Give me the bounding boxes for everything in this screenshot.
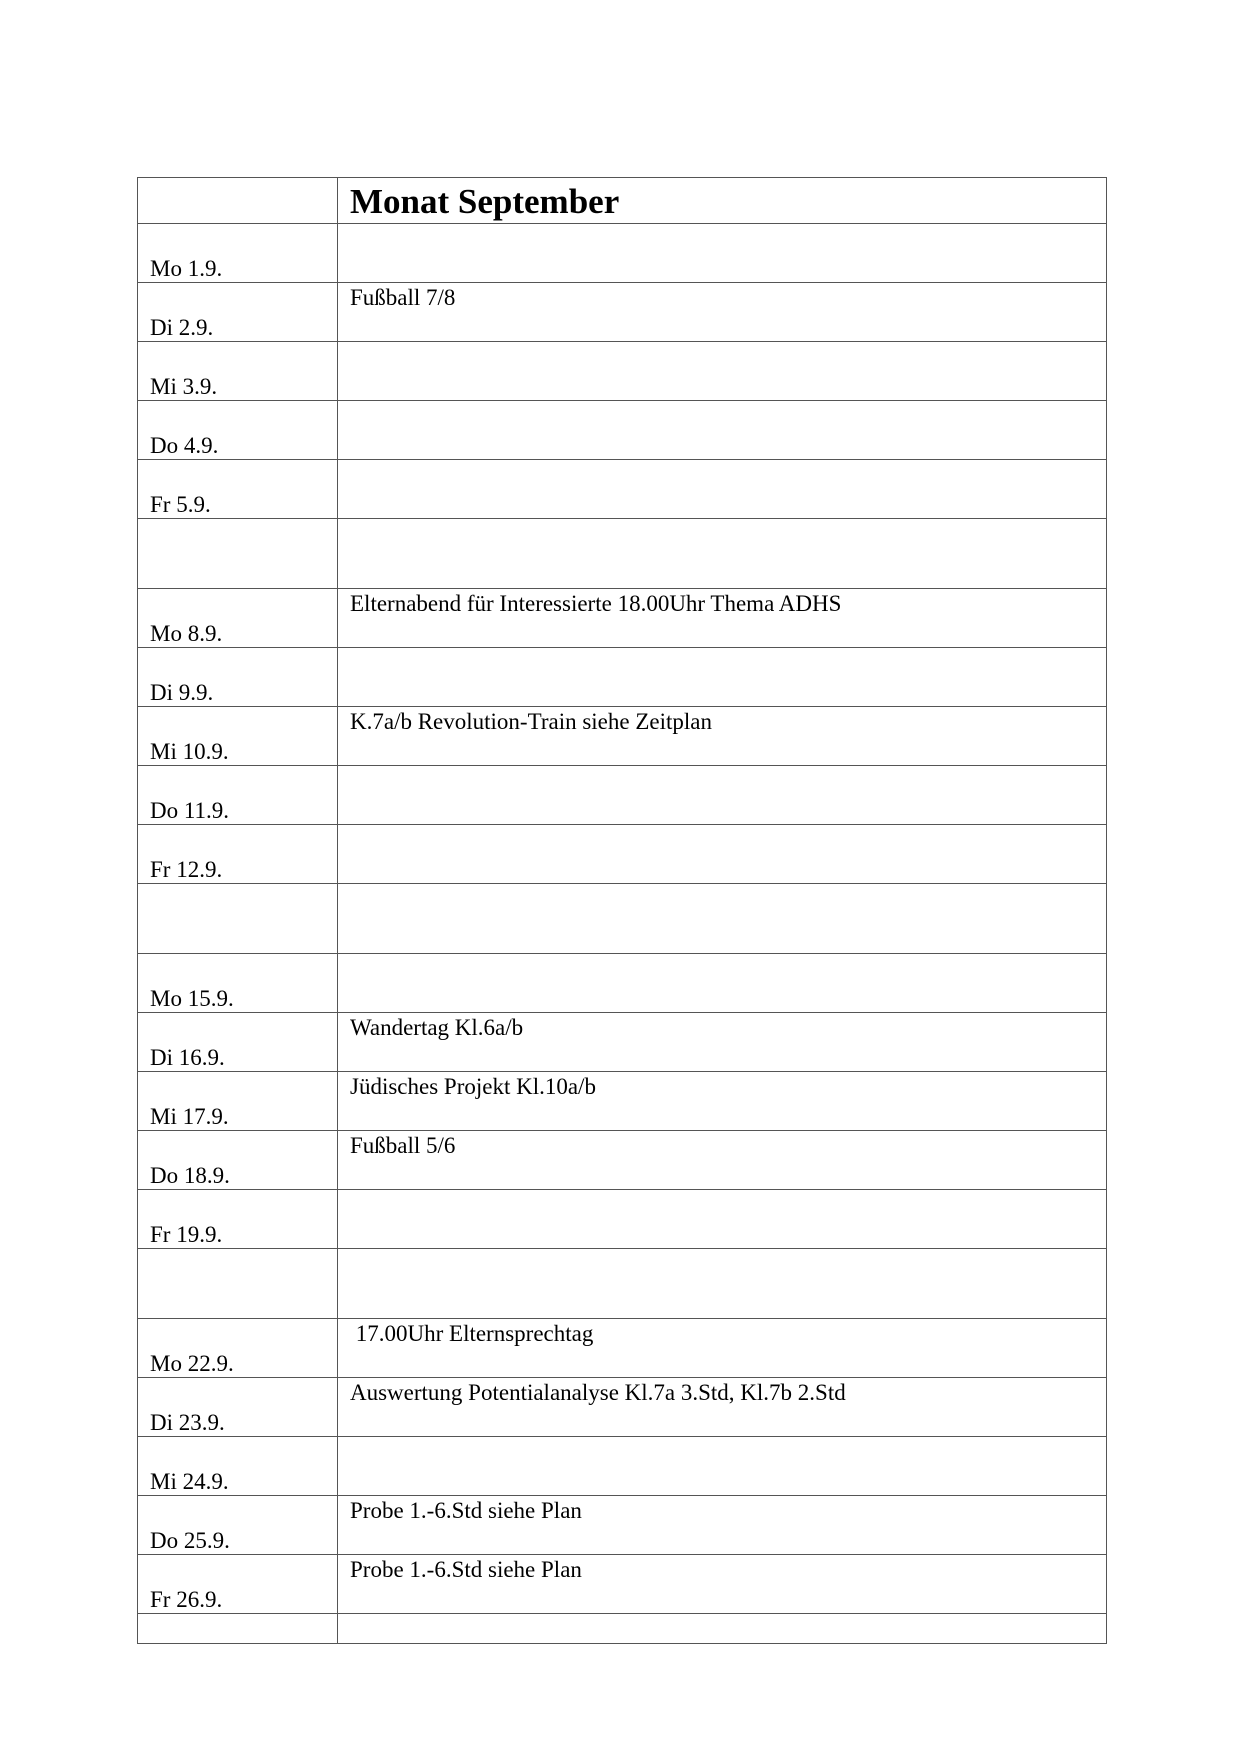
day-cell (138, 342, 338, 401)
table-row (138, 1319, 1107, 1378)
day-label: Mo 8.9. (150, 621, 223, 646)
day-label: Mo 15.9. (150, 986, 234, 1011)
event-text: Probe 1.-6.Std siehe Plan (350, 1498, 582, 1523)
day-label: Do 25.9. (150, 1528, 230, 1553)
table-row (138, 954, 1107, 1013)
day-cell (138, 1555, 338, 1614)
event-cell (338, 1555, 1107, 1614)
event-cell (338, 707, 1107, 766)
table-row (138, 589, 1107, 648)
day-cell (138, 1013, 338, 1072)
day-cell (138, 648, 338, 707)
event-cell (338, 1496, 1107, 1555)
table-row (138, 766, 1107, 825)
table-row (138, 401, 1107, 460)
day-label: Fr 12.9. (150, 857, 223, 882)
day-cell (138, 1190, 338, 1249)
table-row (138, 648, 1107, 707)
table-row (138, 707, 1107, 766)
table-row (138, 1496, 1107, 1555)
header-title-cell (338, 178, 1107, 224)
day-cell (138, 954, 338, 1013)
event-cell (338, 1190, 1107, 1249)
table-row (138, 1437, 1107, 1496)
event-cell (338, 1437, 1107, 1496)
event-text: Auswertung Potentialanalyse Kl.7a 3.Std, Kl.7b 2.Std (350, 1380, 846, 1405)
event-cell (338, 460, 1107, 519)
day-label: Do 4.9. (150, 433, 219, 458)
table-row (138, 825, 1107, 884)
event-text: Jüdisches Projekt Kl.10a/b (350, 1074, 596, 1099)
table-row (138, 224, 1107, 283)
header-row (138, 178, 1107, 224)
week-separator-row (138, 1249, 1107, 1319)
calendar-body (138, 178, 1107, 1644)
table-row (138, 1555, 1107, 1614)
day-cell (138, 224, 338, 283)
day-cell (138, 707, 338, 766)
day-cell (138, 1072, 338, 1131)
week-separator-row (138, 519, 1107, 589)
event-text: Wandertag Kl.6a/b (350, 1015, 524, 1040)
table-row (138, 1131, 1107, 1190)
event-cell (338, 342, 1107, 401)
day-cell (138, 589, 338, 648)
day-label: Fr 5.9. (150, 492, 211, 517)
event-cell (338, 1131, 1107, 1190)
september-calendar-table (137, 177, 1107, 1644)
day-label: Mo 22.9. (150, 1351, 234, 1376)
header-empty-cell (138, 178, 338, 224)
day-label: Mi 17.9. (150, 1104, 229, 1129)
day-label: Fr 26.9. (150, 1587, 223, 1612)
day-label: Di 9.9. (150, 680, 214, 705)
event-text: K.7a/b Revolution-Train siehe Zeitplan (350, 709, 712, 734)
day-cell (138, 766, 338, 825)
table-row (138, 1072, 1107, 1131)
event-cell (338, 1072, 1107, 1131)
day-label: Di 16.9. (150, 1045, 225, 1070)
day-label: Do 18.9. (150, 1163, 230, 1188)
table-row (138, 1190, 1107, 1249)
page-title: Monat September (350, 182, 620, 221)
day-label: Mo 1.9. (150, 256, 223, 281)
event-cell (338, 884, 1107, 954)
event-cell (338, 519, 1107, 589)
day-label: Mi 10.9. (150, 739, 229, 764)
day-cell (138, 1249, 338, 1319)
event-cell (338, 401, 1107, 460)
week-separator-row (138, 884, 1107, 954)
day-cell (138, 1378, 338, 1437)
day-cell (138, 519, 338, 589)
day-label: Do 11.9. (150, 798, 230, 823)
day-cell (138, 825, 338, 884)
day-label: Di 2.9. (150, 315, 214, 340)
day-label: Di 23.9. (150, 1410, 225, 1435)
week-separator-row (138, 1614, 1107, 1644)
day-cell (138, 401, 338, 460)
event-cell (338, 1013, 1107, 1072)
event-text: Fußball 5/6 (350, 1133, 456, 1158)
day-label: Fr 19.9. (150, 1222, 223, 1247)
day-cell (138, 884, 338, 954)
day-cell (138, 1437, 338, 1496)
day-cell (138, 1131, 338, 1190)
event-cell (338, 825, 1107, 884)
table-row (138, 1378, 1107, 1437)
event-cell (338, 766, 1107, 825)
table-row (138, 1013, 1107, 1072)
event-cell (338, 283, 1107, 342)
table-row (138, 342, 1107, 401)
event-cell (338, 224, 1107, 283)
event-cell (338, 1614, 1107, 1644)
day-cell (138, 283, 338, 342)
event-cell (338, 1319, 1107, 1378)
day-cell (138, 1496, 338, 1555)
event-text: 17.00Uhr Elternsprechtag (350, 1321, 594, 1346)
day-cell (138, 1614, 338, 1644)
day-label: Mi 24.9. (150, 1469, 229, 1494)
event-text: Probe 1.-6.Std siehe Plan (350, 1557, 582, 1582)
event-text: Elternabend für Interessierte 18.00Uhr Thema ADHS (350, 591, 842, 616)
event-cell (338, 1249, 1107, 1319)
day-cell (138, 1319, 338, 1378)
event-cell (338, 954, 1107, 1013)
event-cell (338, 648, 1107, 707)
table-row (138, 460, 1107, 519)
event-cell (338, 589, 1107, 648)
day-cell (138, 460, 338, 519)
event-cell (338, 1378, 1107, 1437)
event-text: Fußball 7/8 (350, 285, 456, 310)
day-label: Mi 3.9. (150, 374, 218, 399)
table-row (138, 283, 1107, 342)
